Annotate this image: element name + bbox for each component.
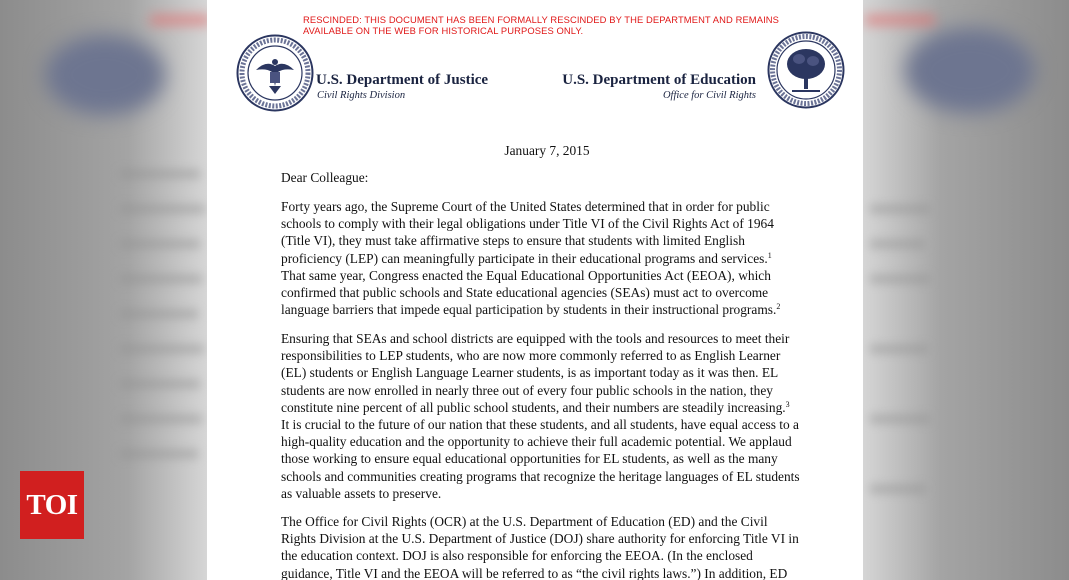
salutation: Dear Colleague:	[281, 170, 369, 185]
blurred-text-line	[870, 240, 925, 248]
paragraph-line: The Office for Civil Rights (OCR) at the U.S. Department of Education (ED) and the Civil	[281, 514, 768, 529]
ed-seal-icon	[767, 31, 845, 109]
paragraph-1	[281, 198, 793, 318]
ed-letterhead	[560, 71, 756, 103]
paragraph-line: Forty years ago, the Supreme Court of the United States determined that in order for public	[281, 199, 770, 214]
paragraph-3	[281, 513, 799, 580]
blurred-text-line	[870, 345, 928, 353]
footnote-marker: 3	[785, 399, 790, 409]
ed-division: Office for Civil Rights	[662, 90, 756, 101]
paragraph-line: as valuable assets to preserve.	[281, 485, 442, 501]
letter-date: January 7, 2015	[504, 143, 590, 158]
blurred-text-line	[120, 310, 198, 318]
blurred-text-line	[120, 170, 200, 178]
paragraph-line: responsibilities to LEP students, who are now more commonly referred to as English Learner	[281, 348, 781, 364]
paragraph-2	[281, 330, 800, 502]
blurred-text-line	[870, 275, 930, 283]
paragraph-line: It is crucial to the future of our nation that these students, and all students, have equal access to a	[281, 417, 799, 433]
paragraph-line-with-footnote	[281, 399, 793, 416]
blurred-doj-seal-left	[45, 35, 165, 115]
paragraph-line: (Title VI), they must take affirmative steps to ensure that students with limited English	[281, 233, 745, 249]
blurred-text-line	[870, 485, 926, 493]
blurred-text-line	[120, 380, 200, 388]
footnote-marker: 1	[767, 250, 772, 260]
blurred-text-line	[120, 345, 204, 353]
blurred-notice-right	[865, 15, 935, 25]
paragraph-line: schools to comply with their legal obligations under Title VI of the Civil Rights Act of 1964	[281, 216, 774, 232]
footnote-marker: 2	[776, 302, 781, 312]
doj-letterhead	[316, 71, 488, 103]
paragraph-line-text: constitute nine percent of all public school students, and their numbers are steadily increasing.	[281, 399, 786, 415]
blurred-text-line	[120, 275, 202, 283]
document-page	[207, 0, 863, 580]
paragraph-line-with-footnote	[281, 301, 793, 318]
ed-name: U.S. Department of Education	[562, 72, 756, 88]
blurred-ed-seal-right	[905, 28, 1035, 113]
doj-name: U.S. Department of Justice	[316, 72, 489, 88]
paragraph-line: students are now enrolled in nearly three out of every four public schools in the nation, they	[281, 382, 773, 398]
doj-seal-icon	[236, 34, 314, 112]
blurred-text-line	[870, 205, 930, 213]
paragraph-line: That same year, Congress enacted the Equal Educational Opportunities Act (EEOA), which	[281, 267, 771, 283]
blurred-text-line	[120, 450, 198, 458]
blurred-text-line	[120, 240, 200, 248]
rescinded-notice: RESCINDED: THIS DOCUMENT HAS BEEN FORMALLY RESCINDED BY THE DEPARTMENT AND REMAINS AVAILABLE ON THE WEB FOR HISTORICAL PURPOSES ONLY.	[303, 14, 779, 36]
blurred-text-line	[870, 415, 930, 423]
paragraph-line-text: language barriers that impede equal participation by students in their instructional programs.	[281, 302, 777, 318]
paragraph-line: those working to ensure equal educational opportunities for EL students, as well as the many	[281, 451, 778, 467]
paragraph-line: Ensuring that SEAs and school districts are equipped with the tools and resources to meet their	[281, 331, 790, 346]
paragraph-line: the education context. DOJ is also responsible for enforcing the EEOA. (In the enclosed	[281, 548, 753, 564]
blurred-notice-left	[150, 15, 210, 25]
paragraph-line: confirmed that public schools and State educational agencies (SEAs) must act to overcome	[281, 285, 769, 301]
blurred-text-line	[120, 205, 205, 213]
blurred-text-line	[120, 415, 202, 423]
doj-division: Civil Rights Division	[317, 90, 406, 101]
toi-logo: TOI	[20, 471, 84, 539]
paragraph-line: schools and communities creating programs that recognize the heritage languages of EL students	[281, 468, 800, 484]
paragraph-line-text: proficiency (LEP) can meaningfully participate in their educational programs and services.	[281, 250, 768, 266]
paragraph-line: high-quality education and the opportunity to achieve their full academic potential. We applaud	[281, 434, 792, 450]
paragraph-line: guidance, Title VI and the EEOA will be referred to as “the civil rights laws.”) In addition, ED	[281, 565, 788, 580]
paragraph-line: Rights Division at the U.S. Department of Justice (DOJ) share authority for enforcing Title VI in	[281, 531, 799, 547]
paragraph-line-with-footnote	[281, 250, 793, 267]
paragraph-line: (EL) students or English Language Learner students, is as important today as it was then. EL	[281, 365, 779, 381]
